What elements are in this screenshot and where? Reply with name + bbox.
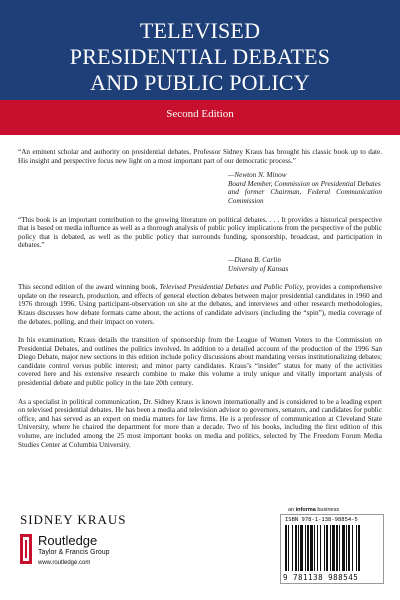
blurb-quote-1: “An eminent scholar and authority on presidential debates, Professor Sidney Kraus has brought his classic book up to date. His insight and perspective focus new light on a most important part of our democratic process.”	[18, 148, 382, 165]
cover-header	[0, 0, 400, 135]
barcode-bar	[307, 525, 309, 571]
description-paragraph-2: In his examination, Kraus details the transition of sponsorship from the League of Women Voters to the Commission on Presidential Debates, and outlines the politics involved. In addition to a detailed account of the production of the 1996 San Diego Debate, major new sections in this edition include policy discussions about mandating versus institutionalizing debates; candidate control versus public interest; and minor party candidates. Kraus’s “insider” status for many of the activities covered here and his extensive research combine to make this volume a truly unique and vitally important analysis of presidential debate and public policy in the late 20th century.	[18, 336, 382, 388]
title-line-3: AND PUBLIC POLICY	[90, 70, 310, 95]
blurb-attribution-2	[18, 256, 382, 273]
barcode-bar	[342, 525, 345, 571]
description-text: provides a comprehensive update on the research, production, and effects of general election debates between major presidential candidates in 1960 and 1976 through 1996. Using participant-observation on site at the debates, and interviews and other research methodologies, Kraus discusses how debate formats came about, the actions of candidate advisors (including the “spin”), media coverage of the debates, polling, and their impact on voters.	[18, 283, 382, 326]
barcode-bar	[317, 525, 318, 571]
description-text: This second edition of the award winning book,	[18, 283, 160, 292]
isbn-text: ISBN 978-1-138-98854-5	[285, 517, 358, 523]
title-line-1: TELEVISED	[139, 18, 261, 43]
barcode-bar	[348, 525, 350, 571]
barcode-bar	[320, 525, 321, 571]
attribution-role: University of Kansas	[228, 264, 289, 273]
routledge-logo-icon	[20, 534, 32, 564]
barcode-bar	[352, 525, 353, 571]
barcode-digits: 9 781138 988545	[283, 573, 359, 582]
barcode-bar	[288, 525, 289, 571]
barcode-icon	[285, 525, 381, 573]
barcode-bar	[292, 525, 293, 571]
publisher-name: Routledge	[38, 533, 98, 548]
author-bio-paragraph: As a specialist in political communication, Dr. Sidney Kraus is known internationally and is considered to be a leading expert on televised presidential debates. He has been a media and television advisor to governors, senators, and candidates for public office, and has served as an expert on media matters for law firms. He is a professor of communication at Cleveland State University, where he chaired the department for more than a decade. Two of his books, including the first edition of this volume, are included among the 25 most important books on media and politics, selected by The Freedom Forum Media Studies Center at Columbia University.	[18, 397, 382, 449]
attribution-role: Board Member, Commission on Presidential Debates	[228, 179, 381, 188]
barcode-bar	[358, 525, 360, 571]
attribution-name: —Diana B. Carlin	[228, 255, 281, 264]
back-cover-text	[18, 148, 382, 459]
publisher-url: www.routledge.com	[38, 560, 91, 566]
barcode-bar	[326, 525, 328, 571]
barcode-bar	[314, 525, 315, 571]
description-paragraph-1	[18, 283, 382, 326]
informa-suffix: business	[315, 507, 340, 513]
book-title	[0, 18, 400, 96]
blurb-quote-2: “This book is an important contribution to the growing literature on political debates. . . . It provides a historical perspective that is based on media influence as well as a thorough analysis of public policy implications from the perspective of the public policy that is debated, as well as the public policy that surrounds funding, sponsorship, broadcast, and participation in debates.”	[18, 215, 382, 250]
barcode-bar	[332, 525, 335, 571]
barcode-bar	[285, 525, 287, 571]
informa-business-label	[288, 507, 339, 513]
barcode-bar	[356, 525, 357, 571]
barcode-bar	[324, 525, 325, 571]
isbn-barcode	[280, 514, 384, 584]
title-line-2: PRESIDENTIAL DEBATES	[69, 44, 331, 69]
barcode-bar	[295, 525, 297, 571]
barcode-bar	[339, 525, 340, 571]
attribution-role: and former Chairman, Federal Communication Commission	[228, 188, 382, 205]
barcode-bar	[330, 525, 331, 571]
book-title-italic: Televised Presidential Debates and Public Policy,	[159, 283, 305, 292]
author-name: SIDNEY KRAUS	[20, 512, 127, 527]
blurb-attribution-1	[18, 171, 382, 205]
barcode-bar	[300, 525, 303, 571]
barcode-bar	[298, 525, 299, 571]
edition-label: Second Edition	[166, 108, 234, 120]
informa-prefix: an	[288, 507, 296, 513]
attribution-name: —Newton N. Minow	[228, 171, 287, 180]
barcode-bar	[305, 525, 306, 571]
publisher-group: Taylor & Francis Group	[38, 549, 110, 556]
barcode-bar	[346, 525, 347, 571]
barcode-bar	[310, 525, 313, 571]
barcode-bar	[336, 525, 338, 571]
informa-brand: informa	[295, 507, 316, 513]
